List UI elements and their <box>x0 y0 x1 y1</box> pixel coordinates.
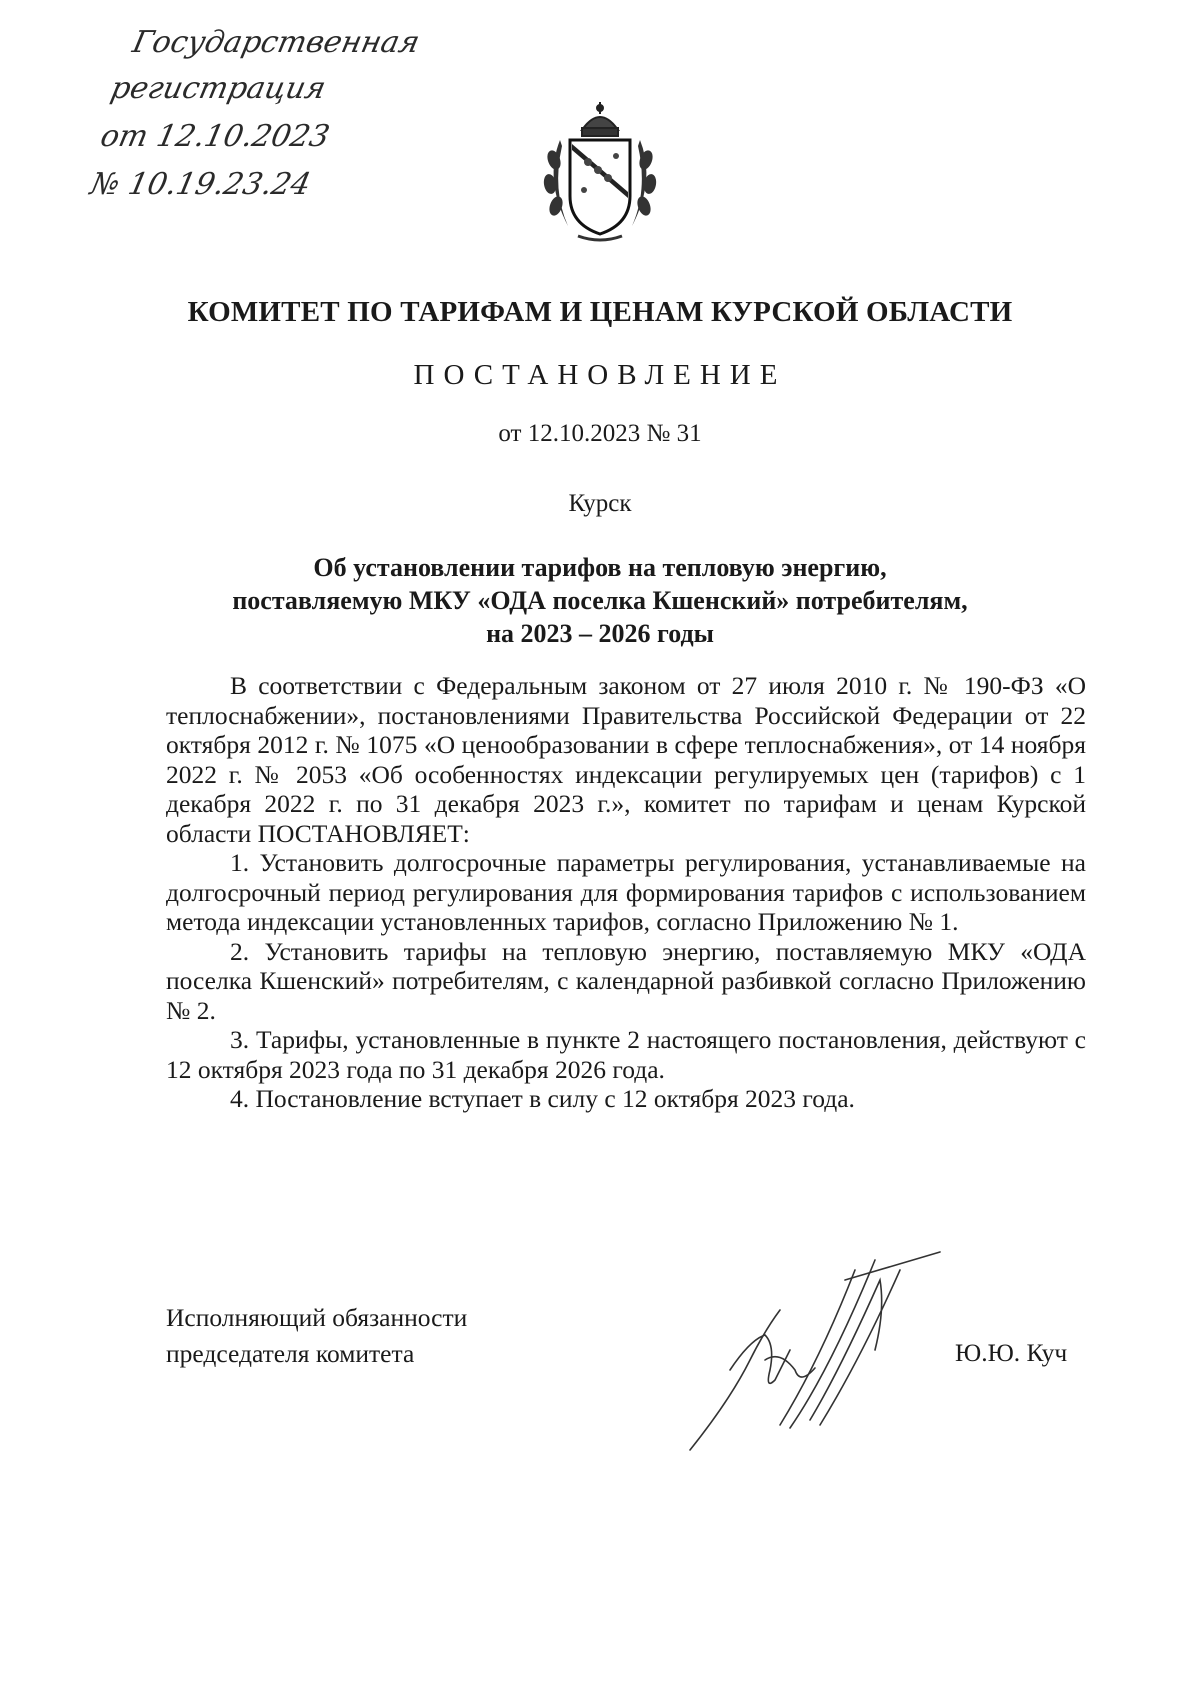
document-date-number: от 12.10.2023 № 31 <box>498 420 702 447</box>
document-subject <box>0 551 1200 650</box>
organization-title: КОМИТЕТ ПО ТАРИФАМ И ЦЕНАМ КУРСКОЙ ОБЛАСТИ <box>187 296 1013 328</box>
reg-line-2: регистрация <box>107 71 329 106</box>
signer-position <box>166 1300 467 1372</box>
document-body <box>166 671 1086 1114</box>
subject-line-1: Об установлении тарифов на тепловую энергию, <box>313 553 887 582</box>
kursk-coat-of-arms-icon <box>538 100 662 244</box>
registration-note <box>87 10 450 210</box>
preamble-paragraph: В соответствии с Федеральным законом от 27 июля 2010 г. № 190-ФЗ «О теплоснабжении», постановлениями Правительства Российской Федерации от 22 октября 2012 г. № 1075 «О ценообразовании в сфере теплоснабжения», от 14 ноября 2022 г. № 2053 «Об особенностях индексации регулируемых цен (тарифов) с 1 декабря 2022 г. по 31 декабря 2023 г.», комитет по тарифам и ценам Курской области ПОСТАНОВЛЯЕТ: <box>166 671 1086 848</box>
signer-name: Ю.Ю. Куч <box>955 1338 1068 1367</box>
reg-line-3: от 12.10.2023 <box>97 119 333 154</box>
document-city: Курск <box>568 490 632 517</box>
item-1-paragraph: 1. Установить долгосрочные параметры регулирования, устанавливаемые на долгосрочный период регулирования для формирования тарифов с использованием метода индексации установленных тарифов, согласно Приложению № 1. <box>166 848 1086 936</box>
subject-line-3: на 2023 – 2026 годы <box>486 619 714 648</box>
registration-handwriting <box>87 10 450 210</box>
signer-position-line-1: Исполняющий обязанности <box>166 1303 468 1332</box>
item-2-paragraph: 2. Установить тарифы на тепловую энергию, поставляемую МКУ «ОДА поселка Кшенский» потребителям, с календарной разбивкой согласно Приложению № 2. <box>166 936 1086 1025</box>
signer-position-line-2: председателя комитета <box>166 1339 415 1368</box>
item-3-paragraph: 3. Тарифы, установленные в пункте 2 настоящего постановления, действуют с 12 октября 2023 года по 31 декабря 2026 года. <box>166 1025 1086 1084</box>
document-type: ПОСТАНОВЛЕНИЕ <box>413 359 787 391</box>
reg-line-4: № 10.19.23.24 <box>87 167 314 202</box>
handwritten-signature <box>670 1250 960 1460</box>
subject-line-2: поставляемую МКУ «ОДА поселка Кшенский» потребителям, <box>232 586 968 615</box>
item-4-paragraph: 4. Постановление вступает в силу с 12 октября 2023 года. <box>230 1084 855 1113</box>
reg-line-1: Государственная <box>129 25 423 60</box>
